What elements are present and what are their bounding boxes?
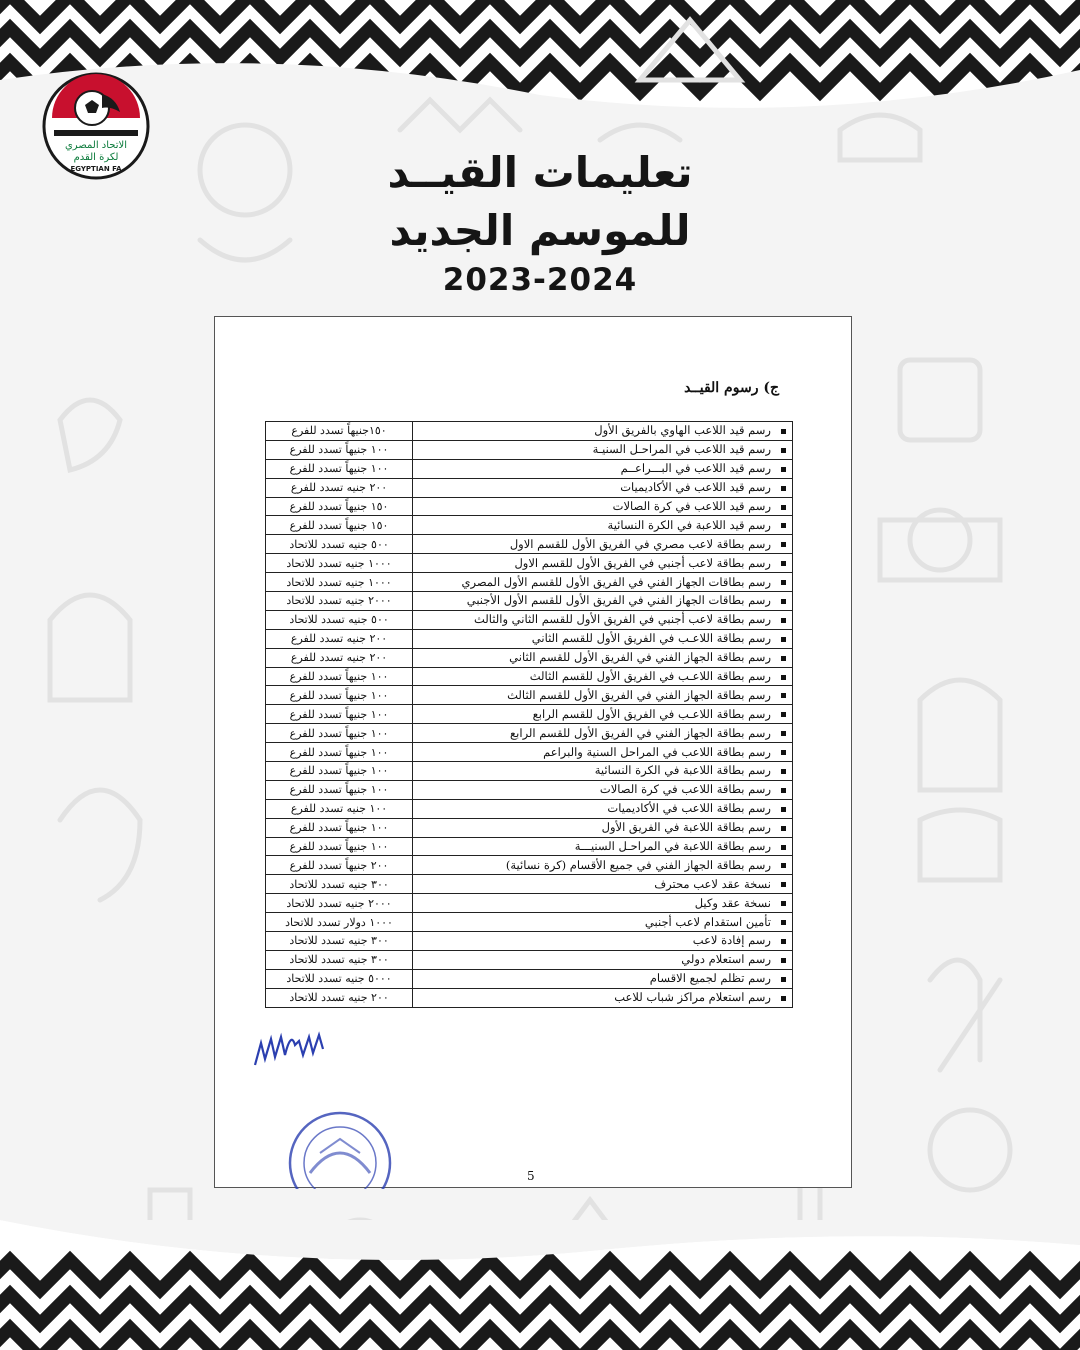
bullet-icon [781, 845, 786, 850]
fee-amount-cell: ٢٠٠ جنيه تسدد للفرع [266, 629, 413, 648]
fee-item-label: رسم بطاقة اللاعـب في الفريق الأول للقسم الثالث [529, 669, 771, 684]
logo-text-en: EGYPTIAN FA [70, 165, 122, 173]
fee-amount-cell: ١٠٠٠ جنيه تسدد للاتحاد [266, 573, 413, 592]
bullet-icon [781, 580, 786, 585]
fee-item-label: رسم بطاقة اللاعـب في الفريق الأول للقسم الثاني [531, 631, 771, 646]
fee-amount-cell: ١٠٠٠ جنيه تسدد للاتحاد [266, 554, 413, 573]
table-row [266, 535, 793, 554]
fee-amount-cell: ٥٠٠ جنيه تسدد للاتحاد [266, 610, 413, 629]
bullet-icon [781, 901, 786, 906]
fee-amount-cell: ١٥٠ جنيهاً تسدد للفرع [266, 516, 413, 535]
fee-item-cell [413, 950, 793, 969]
fee-item-cell [413, 932, 793, 951]
bullet-icon [781, 920, 786, 925]
fee-item-label: رسم قيد اللاعبة في الكرة النسائية [607, 517, 771, 532]
bullet-icon [781, 769, 786, 774]
fee-item-cell [413, 988, 793, 1007]
fee-item-cell [413, 610, 793, 629]
table-row [266, 554, 793, 573]
fee-amount-cell: ١٠٠ جنيه تسدد للفرع [266, 799, 413, 818]
bullet-icon [781, 882, 786, 887]
doodle-face-icon [200, 125, 290, 215]
fee-amount-cell: ٥٠٠٠ جنيه تسدد للاتحاد [266, 969, 413, 988]
fee-amount-cell: ٢٠٠ جنيه تسدد للاتحاد [266, 988, 413, 1007]
bullet-icon [781, 807, 786, 812]
table-row [266, 497, 793, 516]
fee-item-label: رسم بطاقات الجهاز الفني في الفريق الأول للقسم الأول الأجنبي [466, 593, 771, 608]
fee-item-cell [413, 818, 793, 837]
fee-item-cell [413, 705, 793, 724]
fee-item-label: نسخة عقد لاعب محترف [654, 876, 771, 891]
fee-item-label: رسم بطاقة الجهاز الفني في الفريق الأول للقسم الثالث [507, 687, 771, 702]
bullet-icon [781, 996, 786, 1001]
doodle-beetle-icon [920, 810, 1000, 880]
fee-item-label: رسم استعلام مراكز شباب للاعب [614, 990, 771, 1005]
fee-item-label: رسم بطاقة اللاعبة في المراحـل السنيـــة [574, 839, 771, 854]
doodle-pharaoh-icon [920, 680, 1000, 790]
fee-amount-cell: ١٠٠ جنيهاً تسدد للفرع [266, 762, 413, 781]
season-label: 2023-2024 [442, 262, 638, 298]
table-row [266, 950, 793, 969]
table-row [266, 459, 793, 478]
fee-item-label: رسم قيد اللاعب في كرة الصالات [612, 499, 771, 513]
fee-item-label: رسم بطاقة الجهاز الفني في جميع الأقسام (كرة نسائية) [505, 857, 771, 872]
table-row [266, 667, 793, 686]
fee-item-cell [413, 837, 793, 856]
fee-item-label: رسم بطاقة الجهاز الفني في الفريق الأول للقسم الثاني [509, 650, 771, 665]
bullet-icon [781, 542, 786, 547]
fee-item-cell [413, 497, 793, 516]
fee-item-label: رسم بطاقة اللاعبة في الكرة النسائية [594, 763, 771, 778]
fee-amount-cell: ٢٠٠ جنيه تسدد للفرع [266, 478, 413, 497]
table-row [266, 818, 793, 837]
bullet-icon [781, 523, 786, 528]
fee-amount-cell: ١٠٠ جنيهاً تسدد للفرع [266, 667, 413, 686]
fee-item-label: رسم قيد اللاعب في المراحـل السنيـة [592, 442, 771, 457]
fee-item-cell [413, 875, 793, 894]
fee-item-label: رسم إفادة لاعب [692, 933, 771, 948]
table-row [266, 743, 793, 762]
table-row [266, 516, 793, 535]
bullet-icon [781, 448, 786, 453]
egyptian-fa-logo [42, 72, 150, 180]
fee-item-cell [413, 856, 793, 875]
fee-amount-cell: ١٠٠٠ دولار تسدد للاتحاد [266, 913, 413, 932]
bullet-icon [781, 486, 786, 491]
table-row [266, 478, 793, 497]
fee-amount-cell: ١٠٠ جنيهاً تسدد للفرع [266, 780, 413, 799]
fee-item-cell [413, 535, 793, 554]
table-row [266, 913, 793, 932]
registration-fees-table [265, 421, 793, 1008]
bullet-icon [781, 656, 786, 661]
fee-amount-cell: ٢٠٠٠ جنيه تسدد للاتحاد [266, 592, 413, 611]
fee-item-cell [413, 422, 793, 441]
signature [251, 1025, 331, 1075]
table-row [266, 969, 793, 988]
fee-item-cell [413, 686, 793, 705]
fee-amount-cell: ٢٠٠ جنيهاً تسدد للفرع [266, 856, 413, 875]
table-row [266, 686, 793, 705]
fee-amount-cell: ٢٠٠٠ جنيه تسدد للاتحاد [266, 894, 413, 913]
fee-item-label: رسم بطاقة لاعب أجنبي في الفريق الأول للقسم الاول [514, 555, 771, 570]
fee-item-label: رسم بطاقة اللاعب في الأكاديميات [607, 801, 771, 816]
bullet-icon [781, 939, 786, 944]
table-row [266, 629, 793, 648]
fee-amount-cell: ١٠٠ جنيهاً تسدد للفرع [266, 837, 413, 856]
bullet-icon [781, 561, 786, 566]
table-row [266, 988, 793, 1007]
table-row [266, 724, 793, 743]
fee-amount-cell: ٢٠٠ جنيه تسدد للفرع [266, 648, 413, 667]
table-row [266, 705, 793, 724]
fee-item-cell [413, 629, 793, 648]
bullet-icon [781, 599, 786, 604]
fee-item-cell [413, 799, 793, 818]
bottom-zigzag-border [0, 1220, 1080, 1350]
bullet-icon [781, 977, 786, 982]
bullet-icon [781, 750, 786, 755]
table-row [266, 780, 793, 799]
table-row [266, 894, 793, 913]
fee-item-label: رسم بطاقة اللاعـب في الفريق الأول للقسم الرابع [532, 706, 771, 721]
page-subtitle: للموسم الجديد [389, 206, 691, 255]
table-row [266, 440, 793, 459]
fee-item-label: رسم قيد اللاعب الهاوي بالفريق الأول [594, 423, 771, 438]
fee-item-cell [413, 592, 793, 611]
fee-item-label: رسم قيد اللاعب في البـــراعــم [620, 461, 771, 476]
table-row [266, 422, 793, 441]
logo-text-ar-1: الاتحاد المصري [64, 140, 128, 151]
fee-item-cell [413, 894, 793, 913]
fee-item-label: رسم بطاقة اللاعب في المراحل السنية والبراعم [543, 744, 771, 759]
fee-amount-cell: ١٥٠جنيهاً تسدد للفرع [266, 422, 413, 441]
fee-amount-cell: ٥٠٠ جنيه تسدد للاتحاد [266, 535, 413, 554]
fee-amount-cell: ١٠٠ جنيهاً تسدد للفرع [266, 743, 413, 762]
fee-item-cell [413, 554, 793, 573]
doodle-bird-icon [60, 400, 120, 470]
page-number: 5 [527, 1169, 535, 1183]
fee-item-label: رسم قيد اللاعب في الأكاديميات [620, 480, 771, 495]
fee-item-cell [413, 724, 793, 743]
fee-item-label: نسخة عقد وكيل [694, 895, 771, 910]
fee-item-label: رسم بطاقة اللاعبة في الفريق الأول [601, 820, 771, 835]
fee-item-cell [413, 440, 793, 459]
bullet-icon [781, 958, 786, 963]
bullet-icon [781, 675, 786, 680]
fee-item-cell [413, 762, 793, 781]
bullet-icon [781, 467, 786, 472]
fee-item-cell [413, 648, 793, 667]
bullet-icon [781, 731, 786, 736]
fee-item-label: رسم بطاقة لاعب مصري في الفريق الأول للقسم الاول [509, 536, 771, 551]
fee-item-cell [413, 913, 793, 932]
fee-item-cell [413, 573, 793, 592]
fee-amount-cell: ١٠٠ جنيهاً تسدد للفرع [266, 724, 413, 743]
doodle-pyramid-icon [640, 20, 740, 80]
fee-item-cell [413, 780, 793, 799]
fee-item-label: تأمين استقدام لاعب أجنبي [644, 914, 771, 929]
bullet-icon [781, 693, 786, 698]
fee-amount-cell: ١٠٠ جنيهاً تسدد للفرع [266, 818, 413, 837]
bullet-icon [781, 505, 786, 510]
table-row [266, 799, 793, 818]
bullet-icon [781, 826, 786, 831]
table-row [266, 592, 793, 611]
fee-item-label: رسم استعلام دولي [681, 952, 771, 967]
bullet-icon [781, 429, 786, 434]
fee-item-cell [413, 743, 793, 762]
table-row [266, 837, 793, 856]
doodle-head-icon [50, 595, 130, 700]
official-stamp [285, 1103, 395, 1189]
fee-item-cell [413, 969, 793, 988]
table-row [266, 875, 793, 894]
fee-item-label: رسم بطاقات الجهاز الفني في الفريق الأول للقسم الأول المصري [461, 574, 771, 589]
fee-amount-cell: ١٥٠ جنيهاً تسدد للفرع [266, 497, 413, 516]
table-row [266, 648, 793, 667]
fee-item-cell [413, 478, 793, 497]
fee-item-label: رسم بطاقة الجهاز الفني في الفريق الأول للقسم الرابع [510, 725, 771, 740]
bullet-icon [781, 863, 786, 868]
bullet-icon [781, 618, 786, 623]
doodle-falcon-icon [60, 790, 140, 900]
fee-item-label: رسم بطاقة لاعب أجنبي في الفريق الأول للقسم الثاني والثالث [473, 612, 771, 627]
fee-item-cell [413, 516, 793, 535]
fee-item-cell [413, 459, 793, 478]
logo-text-ar-2: لكرة القدم [73, 152, 119, 163]
table-row [266, 856, 793, 875]
fee-amount-cell: ٣٠٠ جنيه تسدد للاتحاد [266, 950, 413, 969]
table-row [266, 573, 793, 592]
table-row [266, 610, 793, 629]
fee-item-label: رسم بطاقة اللاعب في كرة الصالات [599, 782, 771, 797]
bullet-icon [781, 637, 786, 642]
section-heading: ج) رسوم القيــد [684, 380, 779, 396]
bullet-icon [781, 788, 786, 793]
fee-item-label: رسم تظلم لجميع الاقسام [649, 971, 771, 986]
fee-amount-cell: ١٠٠ جنيهاً تسدد للفرع [266, 705, 413, 724]
page-title: تعليمات القيــد [387, 148, 693, 197]
fee-amount-cell: ١٠٠ جنيهاً تسدد للفرع [266, 686, 413, 705]
fee-amount-cell: ١٠٠ جنيهاً تسدد للفرع [266, 440, 413, 459]
table-row [266, 932, 793, 951]
fee-amount-cell: ١٠٠ جنيهاً تسدد للفرع [266, 459, 413, 478]
fee-amount-cell: ٣٠٠ جنيه تسدد للاتحاد [266, 932, 413, 951]
scanned-document-page [214, 316, 852, 1188]
bullet-icon [781, 712, 786, 717]
fee-amount-cell: ٣٠٠ جنيه تسدد للاتحاد [266, 875, 413, 894]
fee-item-cell [413, 667, 793, 686]
table-row [266, 762, 793, 781]
